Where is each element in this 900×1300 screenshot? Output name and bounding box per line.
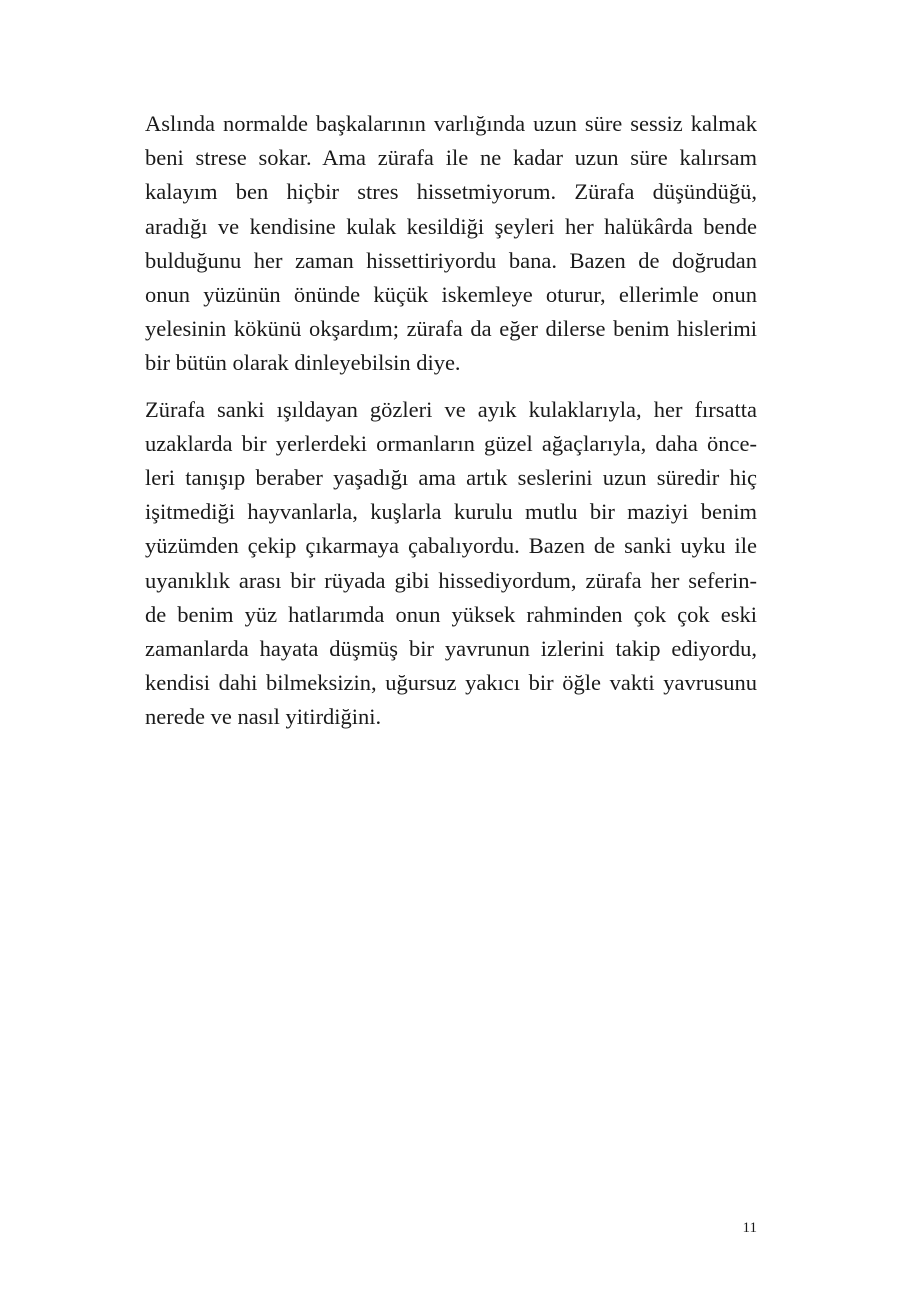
text-line: nerede ve nasıl yitirdiğini. <box>145 704 382 730</box>
text-line: kalayım ben hiçbir stres hissetmiyorum. Zürafa düşündüğü, <box>145 179 757 205</box>
text-line: yüzümden çekip çıkarmaya çabalıyordu. Bazen de sanki uyku ile <box>145 533 757 559</box>
text-line: bir bütün olarak dinleyebilsin diye. <box>145 350 461 376</box>
paragraph-1 <box>145 107 757 381</box>
text-line: beni strese sokar. Ama zürafa ile ne kadar uzun süre kalırsam <box>145 145 757 171</box>
text-line: aradığı ve kendisine kulak kesildiği şeyleri her halükârda bende <box>145 213 757 239</box>
page-number: 11 <box>742 1220 757 1236</box>
body-text <box>145 107 757 747</box>
paragraph-2 <box>145 393 757 735</box>
text-line: Zürafa sanki ışıldayan gözleri ve ayık kulaklarıyla, her fırsatta <box>145 396 757 422</box>
text-line: kendisi dahi bilmeksizin, uğursuz yakıcı bir öğle vakti yavrusunu <box>145 670 757 696</box>
text-line: de benim yüz hatlarımda onun yüksek rahminden çok çok eski <box>145 601 757 627</box>
text-line: işitmediği hayvanlarla, kuşlarla kurulu mutlu bir maziyi benim <box>145 499 757 525</box>
text-line: bulduğunu her zaman hissettiriyordu bana. Bazen de doğrudan <box>145 247 757 273</box>
text-line: uzaklarda bir yerlerdeki ormanların güzel ağaçlarıyla, daha önce- <box>145 430 757 456</box>
text-line: onun yüzünün önünde küçük iskemleye oturur, ellerimle onun <box>145 282 757 308</box>
text-line: leri tanışıp beraber yaşadığı ama artık seslerini uzun süredir hiç <box>145 465 757 491</box>
text-line: zamanlarda hayata düşmüş bir yavrunun izlerini takip ediyordu, <box>145 636 757 662</box>
text-line: Aslında normalde başkalarının varlığında uzun süre sessiz kalmak <box>145 111 757 136</box>
text-line: uyanıklık arası bir rüyada gibi hissediyordum, zürafa her seferin- <box>145 567 757 593</box>
text-line: yelesinin kökünü okşardım; zürafa da eğer dilerse benim hislerimi <box>145 316 757 342</box>
